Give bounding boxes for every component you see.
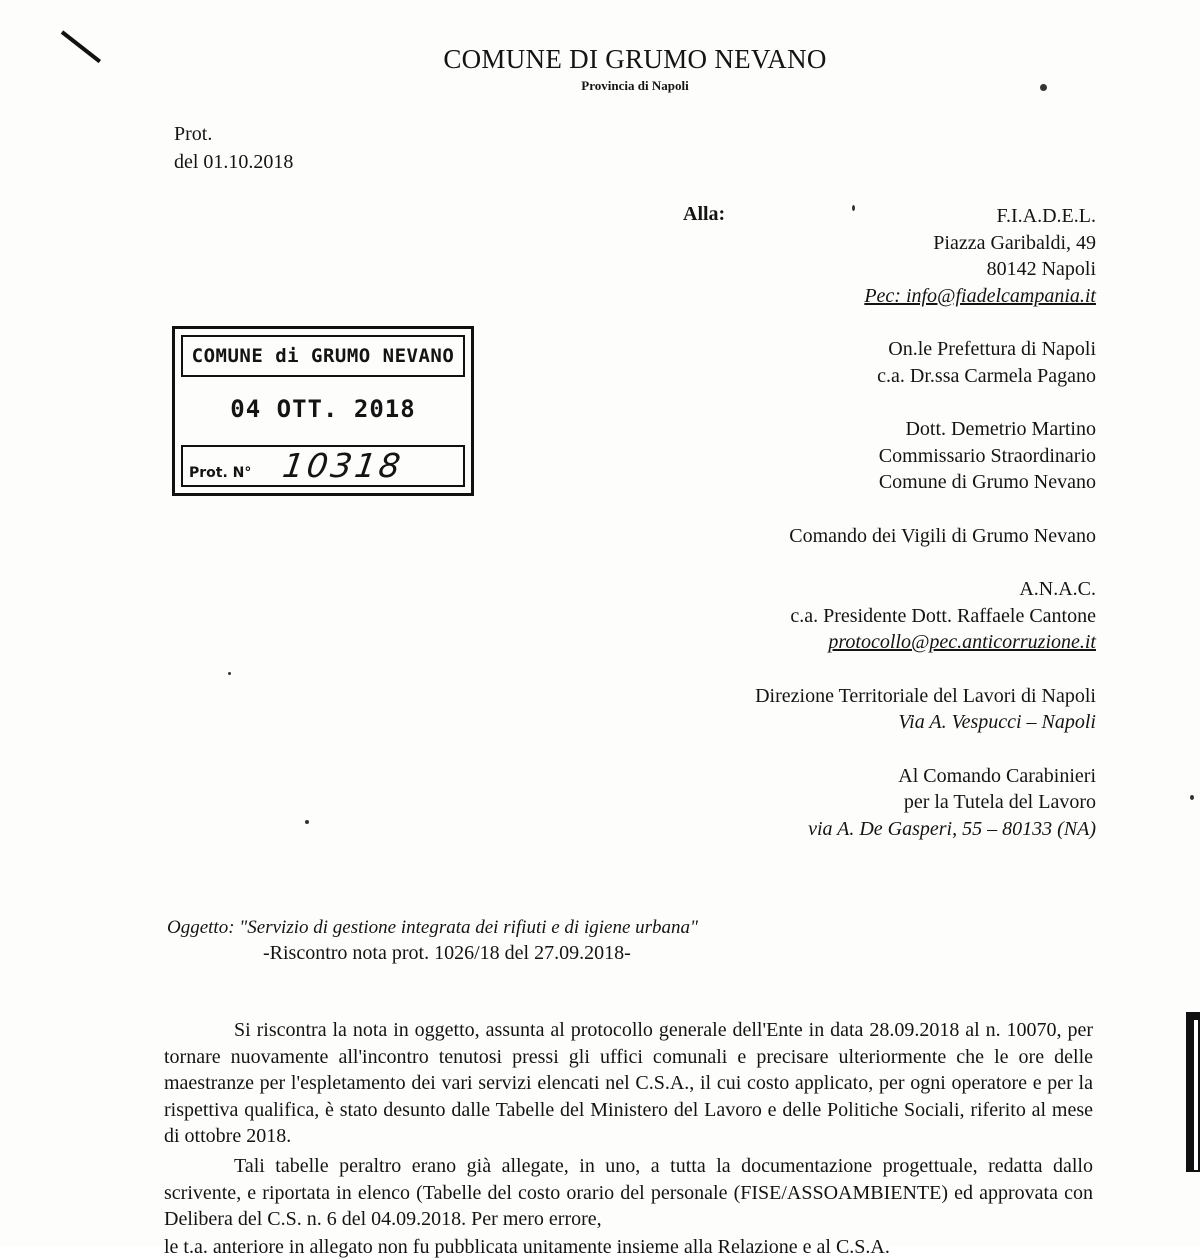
recipient-line: Commissario Straordinario bbox=[878, 444, 1096, 467]
recipient-line: Comando dei Vigili di Grumo Nevano bbox=[789, 524, 1096, 547]
recipient-block bbox=[636, 416, 1096, 496]
recipient-line: via A. De Gasperi, 55 – 80133 (NA) bbox=[808, 817, 1096, 840]
recipient-line: Direzione Territoriale del Lavori di Napoli bbox=[755, 684, 1096, 707]
recipient-block bbox=[636, 336, 1096, 389]
recipient-block bbox=[636, 683, 1096, 736]
recipient-block bbox=[636, 763, 1096, 843]
recipient-line: On.le Prefettura di Napoli bbox=[888, 338, 1096, 360]
recipient-line: c.a. Presidente Dott. Raffaele Cantone bbox=[790, 604, 1096, 627]
recipient-line: per la Tutela del Lavoro bbox=[903, 791, 1096, 813]
recipient-block bbox=[636, 523, 1096, 550]
subject-line bbox=[167, 915, 698, 941]
stamp-header: COMUNE di GRUMO NEVANO bbox=[181, 335, 465, 377]
stamp-protocol-number: 10318 bbox=[280, 446, 406, 485]
subject-reference: -Riscontro nota prot. 1026/18 del 27.09.2018- bbox=[263, 942, 631, 964]
recipient-line: Comune di Grumo Nevano bbox=[878, 471, 1096, 493]
recipient-line: Piazza Garibaldi, 49 bbox=[933, 231, 1096, 254]
stamp-date: 04 OTT. 2018 bbox=[230, 395, 416, 423]
recipient-line: 80142 Napoli bbox=[986, 258, 1096, 280]
subject-label: Oggetto: bbox=[167, 917, 235, 938]
body-paragraph: Si riscontra la nota in oggetto, assunta al protocollo generale dell'Ente in data 28.09.2018 al n. 10070, per tornare nuovamente all'incontro tenutosi pressi gli uffici comunali e precisare ulteriormente che le ore delle maestranze per l'espletamento dei vari servizi elencati nel C.S.A., il cui costo applicato, per ogni operatore e per la rispettiva qualifica, è stato desunto dalle Tabelle del Ministero del Lavoro e delle Politiche Sociali, riferito al mese di ottobre 2018. bbox=[164, 1019, 1093, 1147]
protocol-label: Prot. bbox=[174, 123, 213, 145]
recipient-line: c.a. Dr.ssa Carmela Pagano bbox=[877, 364, 1096, 387]
scan-speck bbox=[305, 820, 309, 824]
protocol-stamp bbox=[172, 326, 474, 496]
recipient-line: A.N.A.C. bbox=[1019, 578, 1096, 600]
subject-text: "Servizio di gestione integrata dei rifiuti e di igiene urbana" bbox=[239, 917, 699, 938]
page-title: COMUNE DI GRUMO NEVANO bbox=[443, 44, 827, 74]
recipient-line: Dott. Demetrio Martino bbox=[905, 418, 1096, 440]
recipient-email-link[interactable]: Pec: info@fiadelcampania.it bbox=[864, 284, 1096, 307]
body-paragraph: Tali tabelle peraltro erano già allegate, in uno, a tutta la documentazione progettuale, redatta dallo scrivente, e riportata in elenco (Tabelle del costo orario del personale (FISE/ASSOAMBIENTE) ed approvata con Delibera del C.S. n. 6 del 04.09.2018. Per mero errore, bbox=[164, 1155, 1093, 1230]
protocol-block bbox=[174, 120, 293, 176]
recipient-line: Al Comando Carabinieri bbox=[898, 764, 1096, 787]
stamp-protocol-row bbox=[181, 445, 465, 487]
recipients-list bbox=[636, 203, 1096, 869]
recipient-line: F.I.A.D.E.L. bbox=[996, 205, 1096, 227]
scan-speck bbox=[228, 672, 231, 675]
page-subtitle: Provincia di Napoli bbox=[581, 78, 689, 93]
body-cut-line: le t.a. anteriore in allegato non fu pubblicata unitamente insieme alla Relazione e al C.S.A. bbox=[164, 1236, 890, 1258]
recipients-label: Alla: bbox=[683, 203, 726, 225]
recipient-email-link[interactable]: protocollo@pec.anticorruzione.it bbox=[828, 631, 1096, 653]
protocol-date: del 01.10.2018 bbox=[174, 151, 294, 173]
scan-edge-artifact bbox=[1194, 1020, 1198, 1170]
recipient-line: Via A. Vespucci – Napoli bbox=[898, 711, 1096, 733]
recipient-block bbox=[636, 203, 1096, 309]
stamp-protocol-label: Prot. N° bbox=[189, 465, 252, 481]
scan-speck bbox=[1190, 795, 1194, 800]
recipient-block bbox=[636, 576, 1096, 656]
